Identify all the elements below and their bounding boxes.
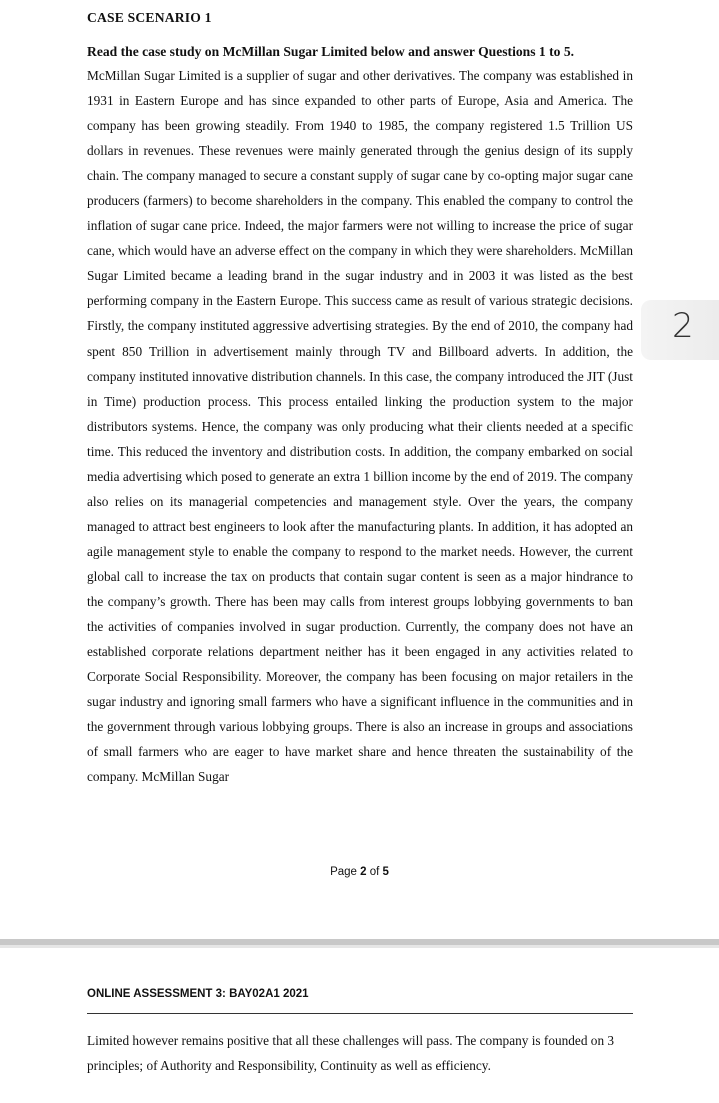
continuation-paragraph: Limited however remains positive that all these challenges will pass. The company is founded on 3 principles; of Authority and Responsibility, Continuity as well as efficiency. bbox=[87, 1033, 615, 1074]
case-scenario-title: CASE SCENARIO 1 bbox=[87, 10, 212, 25]
continuation-text bbox=[87, 1028, 633, 1078]
page-total: 5 bbox=[382, 866, 389, 878]
case-paragraph: McMillan Sugar Limited is a supplier of sugar and other derivatives. The company was established in 1931 in Eastern Europe and has since expanded to other parts of Europe, Asia and America. The company has been growing steadily. From 1940 to 1985, the company registered 1.5 Trillion US dollars in revenues. These revenues were mainly generated through the genius design of its supply chain. The company managed to secure a constant supply of sugar cane by co-opting major sugar cane producers (farmers) to become shareholders in the company. This enabled the company to control the inflation of sugar cane price. Indeed, the major farmers were not willing to increase the price of sugar cane, which would have an adverse effect on the company in which they were shareholders. McMillan Sugar Limited became a leading brand in the sugar industry and in 2003 it was listed as the best performing company in the Eastern Europe. This success came as result of various strategic decisions. Firstly, the company instituted aggressive advertising strategies. By the end of 2010, the company had spent 850 Trillion in advertisement mainly through TV and Billboard adverts. In addition, the company instituted innovative distribution channels. In this case, the company introduced the JIT (Just in Time) production process. This process entailed linking the production system to the major distributors systems. Hence, the company was only producing what their clients needed at a specific time. This reduced the inventory and distribution costs. In addition, the company embarked on social media advertising which posed to generate an extra 1 billion income by the end of 2019. The company also relies on its managerial competencies and management style. Over the years, the company managed to attract best engineers to look after the manufacturing plants. In addition, it has adopted an agile management style to enable the company to respond to the market needs. However, the current global call to increase the tax on products that contain sugar content is seen as a major hindrance to the company’s growth. There has been may calls from interest groups lobbying governments to ban the activities of companies involved in sugar production. Currently, the company does not have an established corporate relations department neither has it been engaged in any activities related to Corporate Social Responsibility. Moreover, the company has been focusing on major retailers in the sugar industry and ignoring small farmers who have a significant influence in the communities and in the government through various lobbying groups. There is also an increase in groups and associations of small farmers who are eager to have market share and hence threaten the sustainability of the company. McMillan Sugar bbox=[87, 68, 633, 785]
page-of: of bbox=[369, 866, 380, 878]
case-body bbox=[87, 63, 633, 789]
page-number bbox=[0, 866, 719, 878]
assessment-header: ONLINE ASSESSMENT 3: BAY02A1 2021 bbox=[87, 988, 309, 1000]
page-label: Page bbox=[330, 866, 357, 878]
handwritten-number: 2 bbox=[672, 306, 694, 346]
page-current: 2 bbox=[360, 866, 367, 878]
case-instruction: Read the case study on McMillan Sugar Limited below and answer Questions 1 to 5. bbox=[87, 44, 575, 59]
handwritten-annotation bbox=[641, 300, 719, 360]
header-rule bbox=[87, 1013, 633, 1014]
page-divider bbox=[0, 939, 719, 945]
